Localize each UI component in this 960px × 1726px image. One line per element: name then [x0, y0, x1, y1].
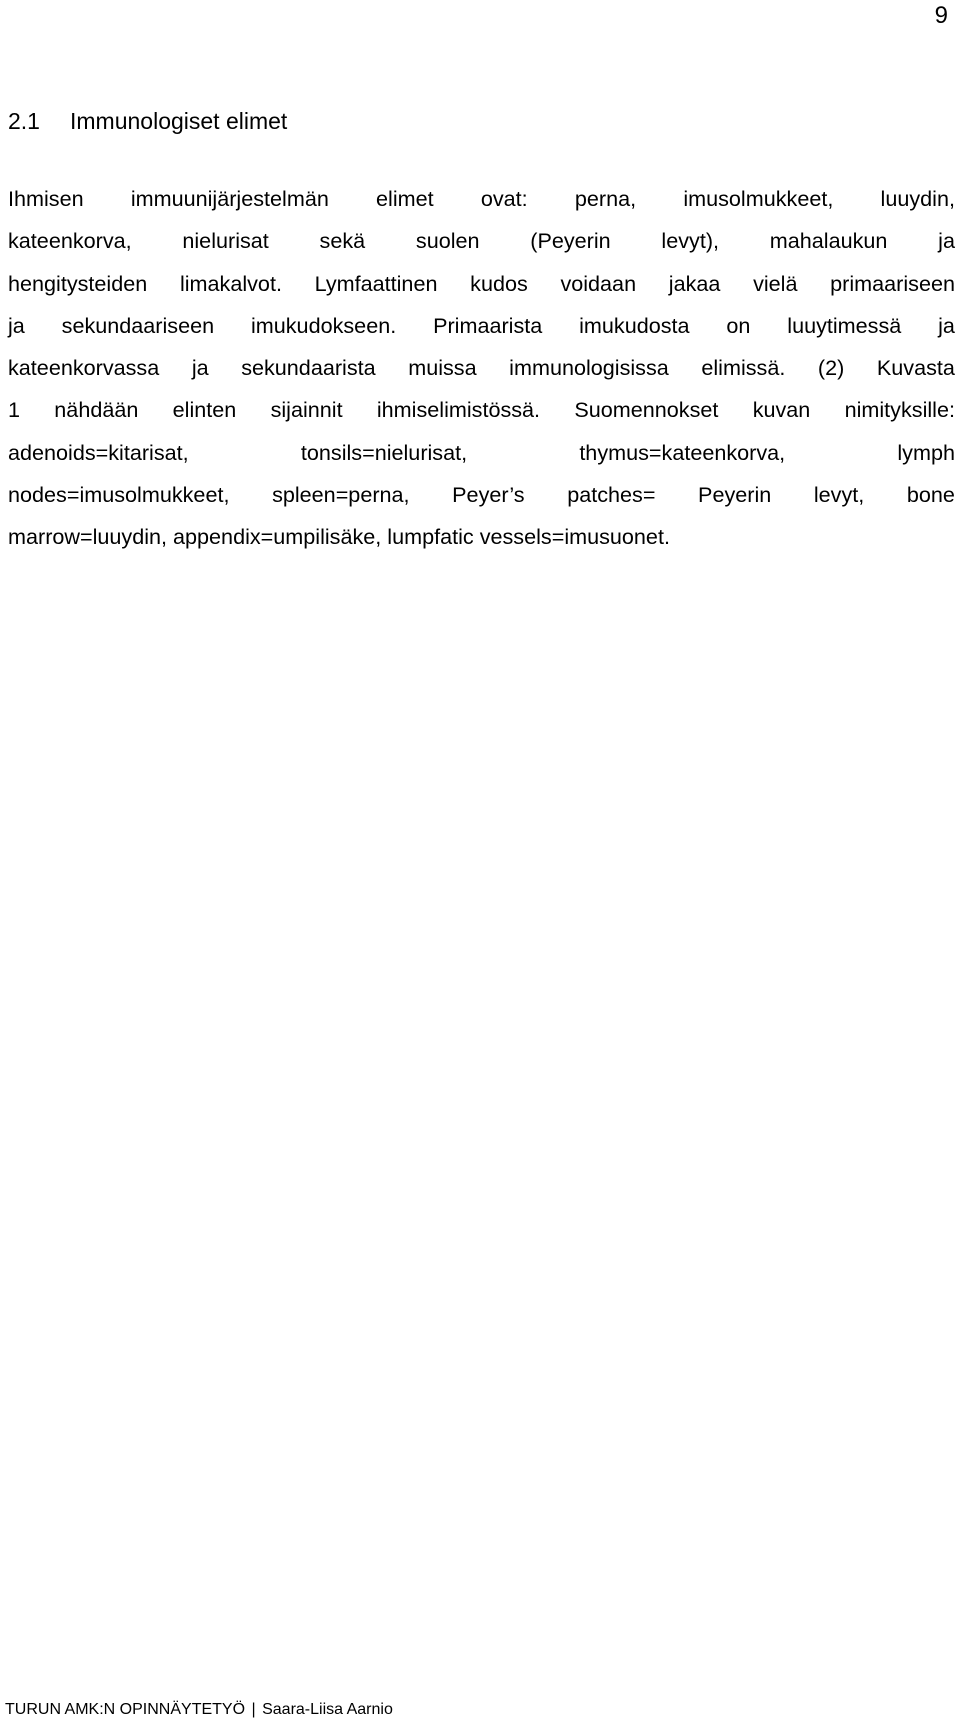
paragraph-word: nielurisat	[182, 228, 269, 254]
paragraph-word: thymus=kateenkorva,	[579, 439, 786, 465]
paragraph-word: ja	[938, 312, 955, 338]
paragraph-line	[8, 432, 955, 474]
paragraph-line	[8, 305, 955, 347]
paragraph-word: 1	[8, 397, 21, 423]
page-number: 9	[934, 2, 948, 29]
paragraph-word: kudos	[470, 270, 528, 296]
paragraph-word: adenoids=kitarisat,	[8, 439, 189, 465]
paragraph-line	[8, 389, 955, 431]
paragraph-word: levyt,	[813, 481, 865, 507]
paragraph-word: sijainnit	[270, 397, 343, 423]
paragraph-word: immunologisissa	[509, 355, 669, 380]
paragraph-word: Primaarista	[433, 312, 543, 338]
paragraph-word: spleen=perna,	[272, 481, 410, 507]
footer-institution: TURUN AMK:N OPINNÄYTETYÖ	[5, 1701, 246, 1718]
paragraph-word: voidaan	[560, 270, 637, 296]
paragraph-word: immuunijärjestelmän	[130, 186, 329, 211]
paragraph-word: tonsils=nielurisat,	[300, 439, 468, 465]
paragraph-word: levyt),	[661, 228, 720, 254]
paragraph-word: Suomennokset	[574, 397, 719, 423]
paragraph-line	[8, 220, 955, 262]
paragraph-word: elimet	[376, 186, 434, 211]
section-heading	[8, 108, 287, 135]
paragraph-word: kuvan	[752, 397, 811, 423]
paragraph-word: sekundaarista	[241, 355, 376, 380]
paragraph-word: kateenkorva,	[8, 228, 132, 254]
paragraph-word: primaariseen	[830, 270, 955, 296]
paragraph-word: Ihmisen	[8, 186, 84, 211]
paragraph-word: imukudosta	[579, 312, 690, 338]
paragraph-word: Kuvasta	[876, 355, 955, 380]
footer-author: Saara-Liisa Aarnio	[262, 1701, 393, 1718]
paragraph-word: suolen	[415, 228, 480, 254]
paragraph-word: on	[726, 312, 751, 338]
paragraph-word: imusolmukkeet,	[683, 186, 834, 211]
paragraph-word: sekä	[319, 228, 366, 254]
paragraph-word: Peyerin	[698, 481, 772, 507]
paragraph-word: elimissä.	[701, 355, 786, 380]
paragraph-word: nodes=imusolmukkeet,	[8, 481, 230, 507]
section-title: Immunologiset elimet	[70, 108, 288, 134]
paragraph-word: limakalvot.	[179, 270, 282, 296]
body-paragraph	[8, 178, 955, 558]
paragraph-word: kateenkorvassa	[8, 355, 160, 380]
paragraph-word: lymph	[897, 439, 955, 465]
section-number: 2.1	[8, 108, 40, 134]
paragraph-word: (Peyerin	[530, 228, 611, 254]
paragraph-word: ovat:	[480, 186, 528, 211]
footer-separator: |	[251, 1701, 256, 1718]
paragraph-line	[8, 178, 955, 220]
paragraph-word: ihmiselimistössä.	[376, 397, 541, 423]
paragraph-word: ja	[938, 228, 955, 254]
paragraph-word: patches=	[567, 481, 656, 507]
paragraph-word: imukudokseen.	[250, 312, 397, 338]
paragraph-word: nähdään	[54, 397, 139, 423]
paragraph-line	[8, 347, 955, 389]
paragraph-word: mahalaukun	[769, 228, 888, 254]
paragraph-word: Peyer’s	[452, 481, 525, 507]
paragraph-word: jakaa	[668, 270, 721, 296]
paragraph-word: sekundaariseen	[61, 312, 215, 338]
paragraph-word: hengitysteiden	[8, 270, 148, 296]
paragraph-last-line: marrow=luuydin, appendix=umpilisäke, lumpfatic vessels=imusuonet.	[8, 524, 670, 549]
paragraph-word: ja	[191, 355, 209, 380]
paragraph-word: bone	[906, 481, 955, 507]
paragraph-line	[8, 474, 955, 516]
paragraph-word: nimityksille:	[844, 397, 955, 423]
paragraph-word: luuydin,	[880, 186, 955, 211]
paragraph-word: (2)	[817, 355, 845, 380]
paragraph-line	[8, 263, 955, 305]
paragraph-word: elinten	[172, 397, 237, 423]
paragraph-word: luuytimessä	[787, 312, 902, 338]
paragraph-word: muissa	[408, 355, 477, 380]
footer	[5, 1701, 393, 1719]
paragraph-word: Lymfaattinen	[314, 270, 438, 296]
paragraph-word: perna,	[574, 186, 637, 211]
paragraph-word: vielä	[753, 270, 798, 296]
paragraph-word: ja	[8, 312, 25, 338]
